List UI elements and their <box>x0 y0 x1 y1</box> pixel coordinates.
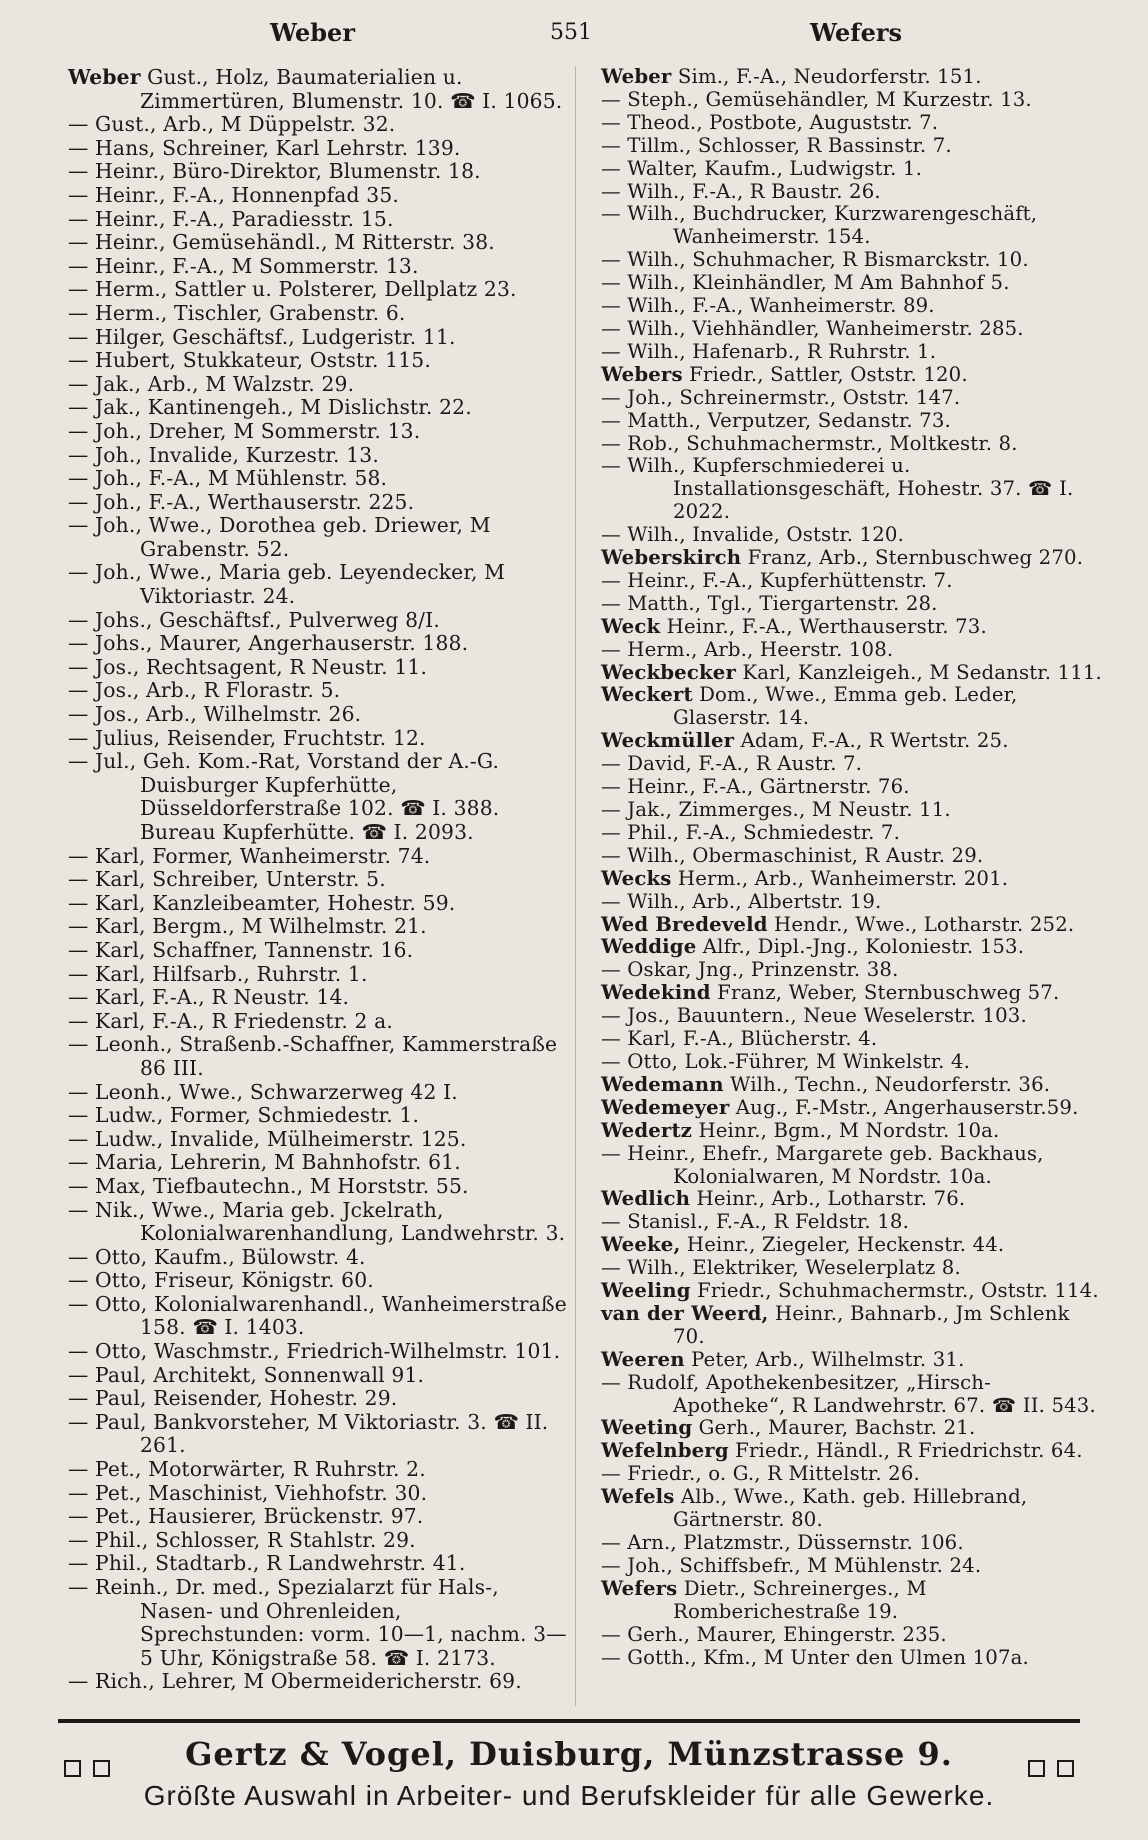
directory-entry <box>68 373 570 397</box>
entry-text: — Gotth., Kfm., M Unter den Ulmen 107a. <box>601 1645 1029 1669</box>
entry-text: — Otto, Waschmstr., Friedrich-Wilhelmstr. 101. <box>68 1339 561 1364</box>
entry-surname: Webers <box>601 362 683 386</box>
entry-text: Aug., F.-Mstr., Angerhauserstr.59. <box>729 1095 1079 1119</box>
directory-entry <box>68 113 570 137</box>
directory-entry <box>601 89 1103 112</box>
directory-entry <box>601 684 1103 730</box>
directory-entry <box>68 1246 570 1270</box>
directory-entry <box>601 272 1103 295</box>
directory-entry <box>68 750 570 844</box>
entry-text: Peter, Arb., Wilhelmstr. 31. <box>684 1347 965 1371</box>
entry-text: — Matth., Verputzer, Sedanstr. 73. <box>601 408 951 432</box>
directory-entry <box>601 936 1103 959</box>
entry-text: Dom., Wwe., Emma geb. Leder, Glaserstr. 14. <box>673 683 1018 730</box>
directory-entry <box>601 112 1103 135</box>
entry-surname: Wedekind <box>601 981 711 1005</box>
directory-entry <box>601 776 1103 799</box>
entry-surname: Weber <box>601 65 672 88</box>
entry-text: — Wilh., F.-A., Wanheimerstr. 89. <box>601 294 935 318</box>
entry-text: — Heinr., Gemüsehändl., M Ritterstr. 38. <box>68 230 495 255</box>
directory-entry <box>601 1074 1103 1097</box>
entry-text: — Johs., Geschäftsf., Pulverweg 8/I. <box>68 607 440 632</box>
directory-entry <box>68 1010 570 1034</box>
entry-surname: Wefelnberg <box>601 1439 729 1463</box>
entry-text: — Hilger, Geschäftsf., Ludgeristr. 11. <box>68 324 456 349</box>
directory-entry <box>601 364 1103 387</box>
directory-entry <box>601 891 1103 914</box>
directory-entry <box>68 1151 570 1175</box>
entry-text: — Pet., Hausierer, Brückenstr. 97. <box>68 1504 424 1529</box>
entry-text: — Jul., Geh. Kom.-Rat, Vorstand der A.-G. Duisburger Kupferhütte, Düsseldorferstraße 102. ☎ I. 388. Bureau Kupferhütte. ☎ I. 2093. <box>68 749 500 844</box>
entry-text: — Wilh., Elektriker, Weselerplatz 8. <box>601 1256 961 1280</box>
entry-text: — Leonh., Wwe., Schwarzerweg 42 I. <box>68 1079 458 1104</box>
directory-entry <box>601 1349 1103 1372</box>
entry-text: — Wilh., Arb., Albertstr. 19. <box>601 889 882 913</box>
entry-text: — Nik., Wwe., Maria geb. Jckelrath, Kolonialwarenhandlung, Landwehrstr. 3. <box>68 1197 566 1246</box>
entry-surname: Wecks <box>601 866 672 890</box>
entry-text: — Herm., Sattler u. Polsterer, Dellplatz 23. <box>68 277 517 302</box>
entry-text: — Julius, Reisender, Fruchtstr. 12. <box>68 725 426 750</box>
entry-text: — Rudolf, Apothekenbesitzer, „Hirsch-Apotheke“, R Landwehrstr. 67. ☎ II. 543. <box>601 1370 1096 1417</box>
directory-entry <box>68 278 570 302</box>
entry-text: Adam, F.-A., R Wertstr. 25. <box>734 729 1009 753</box>
entry-text: — Heinr., F.-A., Honnenpfad 35. <box>68 182 399 207</box>
entry-text: Friedr., Sattler, Oststr. 120. <box>682 362 968 386</box>
entry-text: Herm., Arb., Wanheimerstr. 201. <box>671 866 1009 890</box>
directory-entry <box>68 1482 570 1506</box>
entry-text: — Herm., Arb., Heerstr. 108. <box>601 637 894 661</box>
entry-text: — Arn., Platzmstr., Düssernstr. 106. <box>601 1531 964 1554</box>
entry-text: — Johs., Maurer, Angerhauserstr. 188. <box>68 631 469 656</box>
entry-text: — Otto, Kolonialwarenhandl., Wanheimerstraße 158. ☎ I. 1403. <box>68 1291 567 1340</box>
directory-entry <box>601 524 1103 547</box>
directory-entry <box>601 1578 1103 1624</box>
directory-entry <box>601 1372 1103 1418</box>
entry-text: Alfr., Dipl.-Jng., Koloniestr. 153. <box>696 935 1025 959</box>
directory-entry <box>68 444 570 468</box>
entry-text: — Heinr., F.-A., Paradiesstr. 15. <box>68 206 394 231</box>
directory-entry <box>601 341 1103 364</box>
directory-entry <box>68 1458 570 1482</box>
entry-text: — Jos., Arb., R Florastr. 5. <box>68 678 341 703</box>
entry-text: — Oskar, Jng., Prinzenstr. 38. <box>601 958 899 982</box>
directory-entry <box>601 1097 1103 1120</box>
directory-entry <box>601 1120 1103 1143</box>
entry-text: Friedr., Händl., R Friedrichstr. 64. <box>728 1439 1083 1463</box>
entry-text: — Joh., Wwe., Maria geb. Leyendecker, M Viktoriastr. 24. <box>68 560 506 609</box>
entry-text: Heinr., Ziegeler, Heckenstr. 44. <box>680 1233 1005 1257</box>
directory-entry <box>601 1303 1103 1349</box>
directory-entry <box>68 1199 570 1246</box>
directory-entry <box>601 455 1103 524</box>
directory-entry <box>68 939 570 963</box>
entry-text: — Karl, F.-A., Blücherstr. 4. <box>601 1027 878 1051</box>
left-column <box>68 66 570 1706</box>
directory-entry <box>601 1234 1103 1257</box>
entry-text: Friedr., Schuhmachermstr., Oststr. 114. <box>690 1279 1099 1303</box>
entry-text: — Ludw., Invalide, Mülheimerstr. 125. <box>68 1126 467 1151</box>
directory-entry <box>601 1532 1103 1555</box>
entry-surname: Wedemeyer <box>601 1095 730 1119</box>
directory-entry <box>68 420 570 444</box>
directory-entry <box>68 184 570 208</box>
entry-text: — Phil., Schlosser, R Stahlstr. 29. <box>68 1527 416 1552</box>
entry-text: — Heinr., F.-A., M Sommerstr. 13. <box>68 253 419 278</box>
entry-text: — Walter, Kaufm., Ludwigstr. 1. <box>601 156 923 180</box>
entry-text: — Wilh., Invalide, Oststr. 120. <box>601 523 904 547</box>
directory-entry <box>601 799 1103 822</box>
entry-surname: Weeren <box>601 1347 685 1371</box>
entry-text: — Jos., Bauuntern., Neue Weselerstr. 103. <box>601 1004 1027 1028</box>
entry-text: — David, F.-A., R Austr. 7. <box>601 752 863 776</box>
entry-text: Karl, Kanzleigeh., M Sedanstr. 111. <box>735 660 1102 684</box>
page-number: 551 <box>550 20 592 45</box>
directory-entry <box>601 822 1103 845</box>
entry-surname: Weeke, <box>601 1233 681 1257</box>
entry-text: — Paul, Bankvorsteher, M Viktoriastr. 3. ☎ II. 261. <box>68 1409 549 1458</box>
advertisement-headline <box>58 1735 1080 1775</box>
entry-text: — Wilh., Hafenarb., R Ruhrstr. 1. <box>601 339 937 363</box>
directory-entry <box>68 1293 570 1340</box>
directory-entry <box>601 1463 1103 1486</box>
entry-text: — Karl, Bergm., M Wilhelmstr. 21. <box>68 914 427 939</box>
directory-entry <box>601 753 1103 776</box>
entry-surname: Wefers <box>601 1576 678 1600</box>
directory-entry <box>68 561 570 608</box>
directory-entry <box>68 137 570 161</box>
directory-entry <box>601 982 1103 1005</box>
entry-text: — Maria, Lehrerin, M Bahnhofstr. 61. <box>68 1150 461 1175</box>
page-header <box>0 14 1148 54</box>
entry-surname: Wedertz <box>601 1118 693 1142</box>
entry-text: — Jos., Arb., Wilhelmstr. 26. <box>68 702 362 727</box>
entry-text: — Steph., Gemüsehändler, M Kurzestr. 13. <box>601 87 1032 111</box>
directory-entry <box>68 1104 570 1128</box>
entry-text: — Wilh., Buchdrucker, Kurzwarengeschäft, Wanheimerstr. 154. <box>601 202 1038 249</box>
directory-entry <box>68 1081 570 1105</box>
directory-entry <box>68 656 570 680</box>
directory-entry <box>68 255 570 279</box>
directory-entry <box>601 387 1103 410</box>
entry-text: — Heinr., F.-A., Kupferhüttenstr. 7. <box>601 568 953 592</box>
directory-entry <box>68 208 570 232</box>
directory-entry <box>601 730 1103 753</box>
entry-text: — Paul, Reisender, Hohestr. 29. <box>68 1386 398 1411</box>
directory-entry <box>601 249 1103 272</box>
directory-entry <box>68 1387 570 1411</box>
entry-text: — Karl, Hilfsarb., Ruhrstr. 1. <box>68 961 368 986</box>
directory-entry <box>601 1647 1103 1670</box>
directory-entry <box>601 410 1103 433</box>
directory-entry <box>601 1211 1103 1234</box>
entry-text: — Karl, F.-A., R Neustr. 14. <box>68 985 350 1010</box>
entry-text: — Wilh., Viehhändler, Wanheimerstr. 285. <box>601 316 1024 340</box>
entry-text: — Phil., F.-A., Schmiedestr. 7. <box>601 820 901 844</box>
entry-surname: Wefels <box>601 1485 675 1509</box>
entry-text: — Gerh., Maurer, Ehingerstr. 235. <box>601 1622 947 1646</box>
entry-text: — Leonh., Straßenb.-Schaffner, Kammerstraße 86 III. <box>68 1032 558 1080</box>
entry-text: — Joh., F.-A., M Mühlenstr. 58. <box>68 466 388 491</box>
directory-entry <box>601 662 1103 685</box>
directory-entry <box>68 727 570 751</box>
directory-entry <box>601 616 1103 639</box>
entry-text: — Jak., Zimmerges., M Neustr. 11. <box>601 798 951 821</box>
directory-entry <box>601 1280 1103 1303</box>
entry-surname: Weckmüller <box>601 729 735 753</box>
directory-entry <box>601 845 1103 868</box>
directory-entry <box>601 959 1103 982</box>
directory-entry <box>68 514 570 561</box>
directory-entry <box>601 1005 1103 1028</box>
entry-text: Heinr., F.-A., Werthauserstr. 73. <box>660 614 987 638</box>
entry-text: — Joh., Wwe., Dorothea geb. Driewer, M Grabenstr. 52. <box>68 513 491 561</box>
entry-text: Wilh., Techn., Neudorferstr. 36. <box>723 1072 1051 1096</box>
directory-entry <box>68 632 570 656</box>
directory-entry <box>601 547 1103 570</box>
entry-text: — Theod., Postbote, Auguststr. 7. <box>601 110 939 134</box>
directory-entry <box>601 570 1103 593</box>
directory-entry <box>68 868 570 892</box>
entry-text: — Phil., Stadtarb., R Landwehrstr. 41. <box>68 1551 466 1576</box>
entry-text: — Tillm., Schlosser, R Bassinstr. 7. <box>601 133 952 157</box>
entry-text: Sim., F.-A., Neudorferstr. 151. <box>671 65 982 88</box>
directory-entry <box>601 66 1103 89</box>
entry-text: — Pet., Maschinist, Viehhofstr. 30. <box>68 1480 428 1505</box>
entry-text: — Joh., Schreinermstr., Oststr. 147. <box>601 385 961 409</box>
entry-text: Gust., Holz, Baumaterialien u. Zimmertüren, Blumenstr. 10. ☎ I. 1065. <box>140 65 563 113</box>
header-right-keyword: Wefers <box>810 18 903 47</box>
directory-entry <box>68 1175 570 1199</box>
entry-text: — Heinr., Ehefr., Margarete geb. Backhaus, Kolonialwaren, M Nordstr. 10a. <box>601 1141 1044 1188</box>
entry-text: — Jak., Arb., M Walzstr. 29. <box>68 371 355 396</box>
directory-entry <box>601 1417 1103 1440</box>
directory-entry <box>68 1552 570 1576</box>
directory-entry <box>68 679 570 703</box>
entry-text: — Reinh., Dr. med., Spezialarzt für Hals-, Nasen- und Ohrenleiden, Sprechstunden: vorm. 10—1, nachm. 3—5 Uhr, Königstraße 58. ☎ I. 2173. <box>68 1575 567 1670</box>
directory-entry <box>601 639 1103 662</box>
directory-entry <box>68 915 570 939</box>
directory-entry <box>68 66 570 113</box>
directory-entry <box>68 892 570 916</box>
entry-text: — Karl, Schaffner, Tannenstr. 16. <box>68 937 414 962</box>
directory-entry <box>601 318 1103 341</box>
entry-text: — Paul, Architekt, Sonnenwall 91. <box>68 1362 425 1387</box>
directory-entry <box>68 1505 570 1529</box>
directory-entry <box>601 135 1103 158</box>
entry-text: Franz, Arb., Sternbuschweg 270. <box>741 546 1084 570</box>
entry-text: — Joh., Dreher, M Sommerstr. 13. <box>68 418 421 443</box>
directory-entry <box>68 231 570 255</box>
entry-text: — Karl, F.-A., R Friedenstr. 2 a. <box>68 1008 394 1033</box>
entry-surname: Weeling <box>601 1279 691 1303</box>
entry-text: Heinr., Bgm., M Nordstr. 10a. <box>692 1118 1000 1142</box>
directory-entry <box>68 845 570 869</box>
entry-text: Alb., Wwe., Kath. geb. Hillebrand, Gärtnerstr. 80. <box>673 1485 1028 1532</box>
directory-entry <box>68 963 570 987</box>
entry-text: — Wilh., F.-A., R Baustr. 26. <box>601 179 881 203</box>
directory-entry <box>68 1340 570 1364</box>
entry-text: — Rich., Lehrer, M Obermeidericherstr. 69. <box>68 1669 522 1694</box>
directory-entry <box>601 295 1103 318</box>
entry-surname: Weckbecker <box>601 660 736 684</box>
directory-entry <box>601 1555 1103 1578</box>
entry-text: — Pet., Motorwärter, R Ruhrstr. 2. <box>68 1457 426 1482</box>
directory-entry <box>601 1624 1103 1647</box>
entry-text: Heinr., Bahnarb., Jm Schlenk 70. <box>673 1301 1070 1348</box>
entry-text: — Joh., Invalide, Kurzestr. 13. <box>68 442 379 467</box>
directory-entry <box>601 593 1103 616</box>
directory-entry <box>68 1576 570 1670</box>
directory-entry <box>601 181 1103 204</box>
directory-entry <box>68 703 570 727</box>
entry-text: — Wilh., Kleinhändler, M Am Bahnhof 5. <box>601 271 1010 295</box>
entry-text: — Karl, Schreiber, Unterstr. 5. <box>68 867 386 892</box>
directory-entry <box>601 868 1103 891</box>
entry-text: — Jos., Rechtsagent, R Neustr. 11. <box>68 654 428 679</box>
entry-text: — Wilh., Schuhmacher, R Bismarckstr. 10. <box>601 248 1029 272</box>
ad-company-line: Gertz & Vogel, Duisburg, Münzstrasse 9. <box>185 1735 953 1773</box>
entry-surname: Weck <box>601 614 661 638</box>
directory-entry <box>601 1257 1103 1280</box>
entry-text: — Karl, Kanzleibeamter, Hohestr. 59. <box>68 890 456 915</box>
entry-surname: Wed Bredeveld <box>601 912 768 936</box>
entry-text: — Herm., Tischler, Grabenstr. 6. <box>68 300 406 325</box>
entry-text: — Stanisl., F.-A., R Feldstr. 18. <box>601 1210 909 1234</box>
directory-entry <box>601 433 1103 456</box>
entry-text: Dietr., Schreinerges., M Romberichestraße 19. <box>673 1576 927 1623</box>
entry-text: — Joh., F.-A., Werthauserstr. 225. <box>68 489 415 514</box>
directory-entry <box>68 396 570 420</box>
entry-surname: Weber <box>68 65 141 89</box>
entry-surname: Wedemann <box>601 1072 724 1096</box>
entry-text: — Matth., Tgl., Tiergartenstr. 28. <box>601 591 938 615</box>
entry-text: — Max, Tiefbautechn., M Horststr. 55. <box>68 1173 469 1198</box>
entry-surname: van der Weerd, <box>601 1301 769 1325</box>
directory-entry <box>601 158 1103 181</box>
directory-entry <box>601 1440 1103 1463</box>
entry-text: Hendr., Wwe., Lotharstr. 252. <box>767 912 1075 936</box>
advertisement-tagline: Größte Auswahl in Arbeiter- und Berufskleider für alle Gewerke. <box>143 1780 995 1811</box>
entry-text: — Jak., Kantinengeh., M Dislichstr. 22. <box>68 395 472 420</box>
directory-entry <box>68 302 570 326</box>
directory-entry <box>68 491 570 515</box>
header-left-keyword: Weber <box>270 18 355 47</box>
directory-entry <box>68 349 570 373</box>
entry-text: — Wilh., Kupferschmiederei u. Installationsgeschäft, Hohestr. 37. ☎ I. 2022. <box>601 454 1074 524</box>
directory-entry <box>68 1670 570 1694</box>
entry-text: — Gust., Arb., M Düppelstr. 32. <box>68 112 396 137</box>
directory-entry <box>68 326 570 350</box>
entry-text: — Rob., Schuhmachermstr., Moltkestr. 8. <box>601 431 1018 455</box>
entry-text: — Otto, Kaufm., Bülowstr. 4. <box>68 1244 366 1269</box>
directory-entry <box>601 203 1103 249</box>
directory-entry <box>68 1033 570 1080</box>
column-divider <box>575 66 576 1706</box>
entry-text: — Otto, Lok.-Führer, M Winkelstr. 4. <box>601 1049 971 1073</box>
directory-entry <box>601 1051 1103 1074</box>
entry-text: Franz, Weber, Sternbuschweg 57. <box>710 981 1060 1005</box>
right-column <box>601 66 1103 1706</box>
directory-entry <box>601 1486 1103 1532</box>
directory-entry <box>68 160 570 184</box>
directory-entry <box>601 1143 1103 1189</box>
entry-surname: Weeting <box>601 1416 693 1440</box>
entry-text: — Hans, Schreiner, Karl Lehrstr. 139. <box>68 135 461 160</box>
entry-text: — Karl, Former, Wanheimerstr. 74. <box>68 843 431 868</box>
entry-surname: Weberskirch <box>601 546 742 570</box>
entry-text: — Hubert, Stukkateur, Oststr. 115. <box>68 348 431 373</box>
directory-entry <box>68 467 570 491</box>
entry-text: — Wilh., Obermaschinist, R Austr. 29. <box>601 843 984 867</box>
entry-surname: Weckert <box>601 683 693 707</box>
entry-text: — Ludw., Former, Schmiedestr. 1. <box>68 1103 420 1128</box>
entry-text: — Friedr., o. G., R Mittelstr. 26. <box>601 1462 920 1486</box>
directory-entry <box>68 609 570 633</box>
entry-text: — Heinr., Büro-Direktor, Blumenstr. 18. <box>68 159 481 184</box>
entry-text: — Joh., Schiffsbefr., M Mühlenstr. 24. <box>601 1553 982 1577</box>
entry-text: Heinr., Arb., Lotharstr. 76. <box>690 1187 966 1211</box>
entry-text: — Otto, Friseur, Königstr. 60. <box>68 1268 374 1293</box>
directory-entry <box>68 1411 570 1458</box>
directory-entry <box>68 1128 570 1152</box>
directory-entry <box>68 1269 570 1293</box>
advertisement-rule <box>58 1719 1080 1723</box>
entry-text: — Heinr., F.-A., Gärtnerstr. 76. <box>601 775 910 799</box>
directory-entry <box>68 1529 570 1553</box>
directory-entry <box>601 1028 1103 1051</box>
directory-entry <box>68 986 570 1010</box>
directory-entry <box>601 1188 1103 1211</box>
directory-entry <box>601 914 1103 937</box>
directory-entry <box>68 1364 570 1388</box>
entry-surname: Weddige <box>601 935 697 959</box>
entry-text: Gerh., Maurer, Bachstr. 21. <box>692 1416 976 1440</box>
entry-surname: Wedlich <box>601 1187 691 1211</box>
